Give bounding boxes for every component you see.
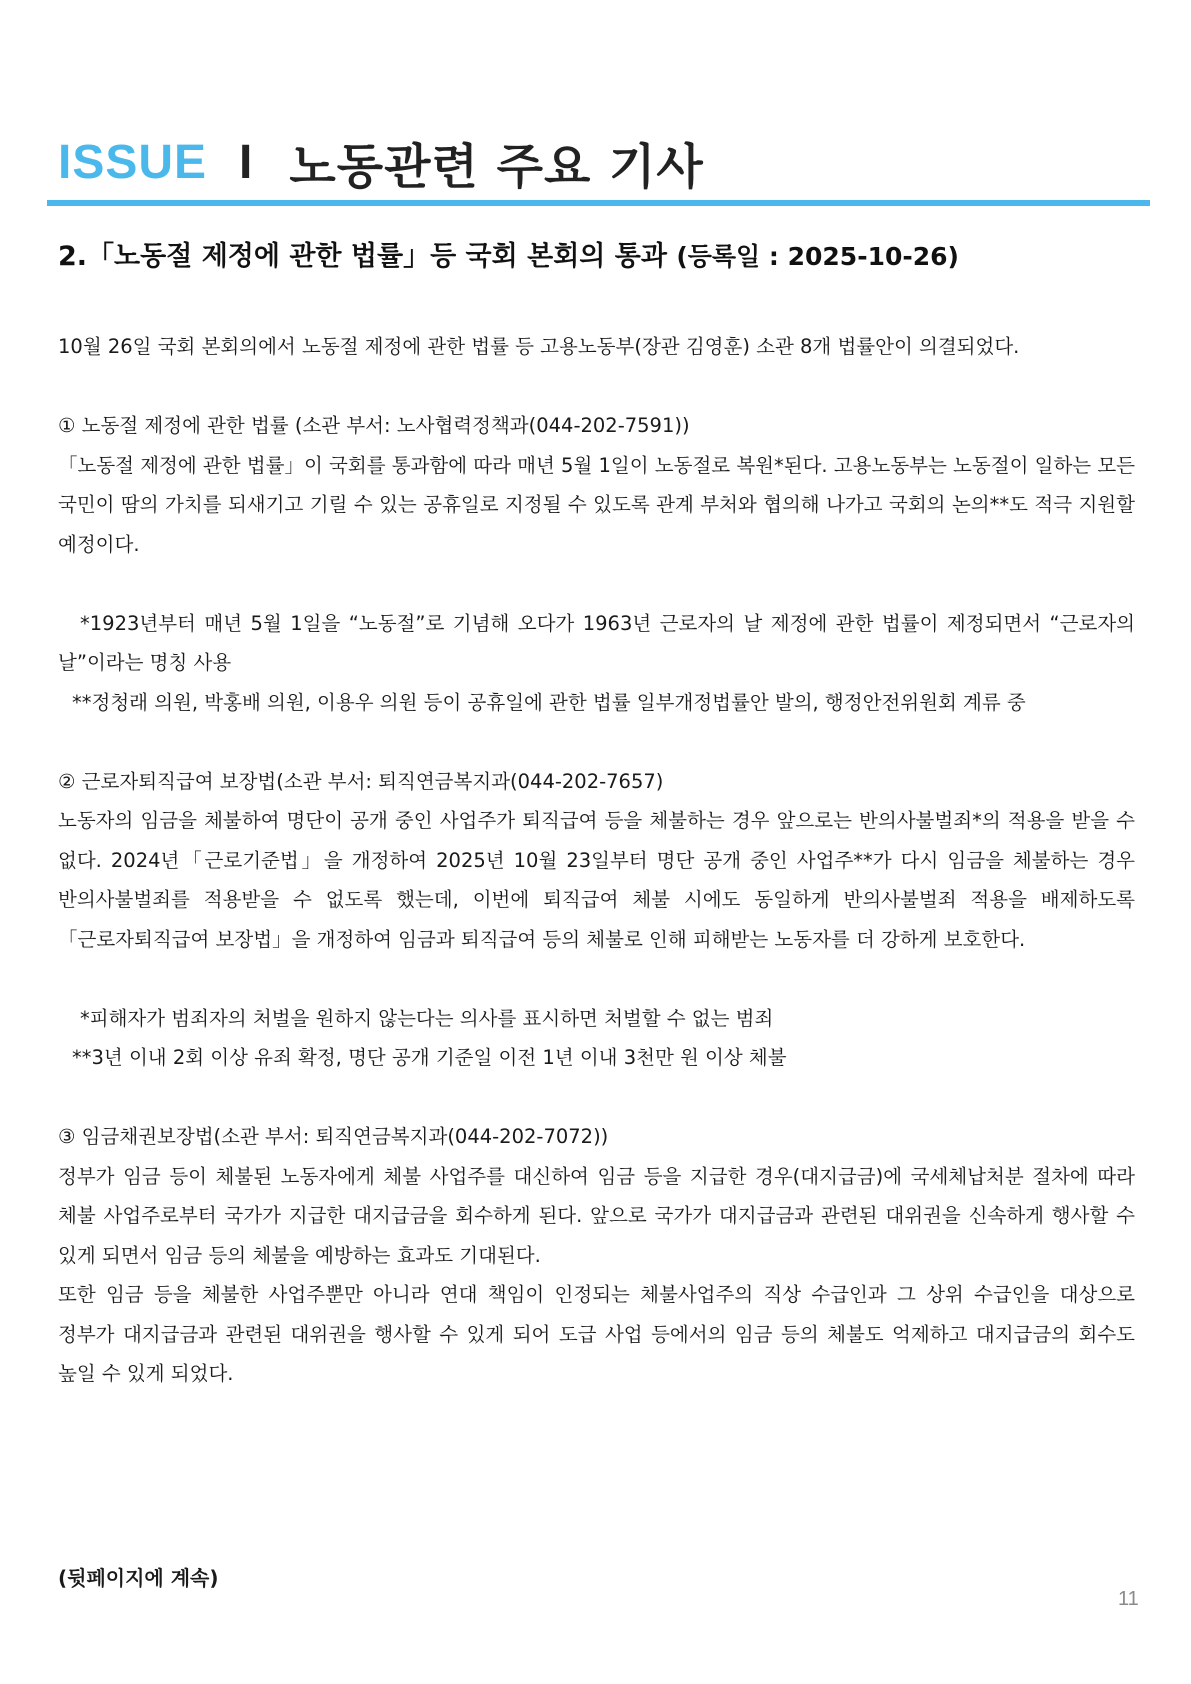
section2-body: 노동자의 임금을 체불하여 명단이 공개 중인 사업주가 퇴직급여 등을 체불하는 경우 앞으로는 반의사불벌죄*의 적용을 받을 수 없다. 2024년「근로기준법」을 개정하여 2025년 10월 23일부터 명단 공개 중인 사업주**가 다시 임금을 체불하는 경우 반의사불벌죄를 적용받을 수 없도록 했는데, 이번에 퇴직급여 체불 시에도 동일하게 반의사불벌죄 적용을 배제하도록「근로자퇴직급여 보장법」을 개정하여 임금과 퇴직급여 등의 체불로 인해 피해받는 노동자를 더 강하게 보호한다.: [58, 809, 1135, 951]
article-body: [58, 327, 1135, 1394]
section1-footnote-1: *1923년부터 매년 5월 1일을 “노동절”로 기념해 오다가 1963년 근로자의 날 제정에 관한 법률이 제정되면서 “근로자의 날”이라는 명칭 사용: [58, 611, 1135, 674]
section1-footnote-2: **정청래 의원, 박홍배 의원, 이용우 의원 등이 공휴일에 관한 법률 일부개정법률안 발의, 행정안전위원회 계류 중: [72, 690, 1026, 714]
section2-footnote-1: *피해자가 범죄자의 처벌을 원하지 않는다는 의사를 표시하면 처벌할 수 없는 범죄: [80, 1006, 774, 1030]
section2-footnote-2: **3년 이내 2회 이상 유죄 확정, 명단 공개 기준일 이전 1년 이내 3천만 원 이상 체불: [72, 1046, 787, 1069]
section1-body: 「노동절 제정에 관한 법률」이 국회를 통과함에 따라 매년 5월 1일이 노동절로 복원*된다. 고용노동부는 노동절이 일하는 모든 국민이 땀의 가치를 되새기고 기릴 수 있는 공휴일로 지정될 수 있도록 관계 부처와 협의해 나가고 국회의 논의**도 적극 지원할 예정이다.: [58, 453, 1135, 556]
section2-heading: ② 근로자퇴직급여 보장법(소관 부서: 퇴직연금복지과(044-202-7657): [58, 769, 664, 793]
spacer: [58, 367, 1135, 407]
header-title: 노동관련 주요 기사: [289, 138, 704, 195]
article-title-text: 2.「노동절 제정에 관한 법률」등 국회 본회의 통과: [58, 241, 667, 272]
section3-heading: ③ 임금채권보장법(소관 부서: 퇴직연금복지과(044-202-7072)): [58, 1125, 609, 1148]
article-title: [58, 234, 959, 273]
spacer: [58, 959, 1135, 999]
spacer: [58, 722, 1135, 762]
page-number: 11: [1118, 1588, 1139, 1610]
article-date: (등록일 : 2025-10-26): [676, 242, 959, 271]
section3-body-1: 정부가 임금 등이 체불된 노동자에게 체불 사업주를 대신하여 임금 등을 지급한 경우(대지급금)에 국세체납처분 절차에 따라 체불 사업주로부터 국가가 지급한 대지급금을 회수하게 된다. 앞으로 국가가 대지급금과 관련된 대위권을 신속하게 행사할 수 있게 되면서 임금 등의 체불을 예방하는 효과도 기대된다.: [58, 1164, 1135, 1267]
continued-notice: (뒷페이지에 계속): [58, 1566, 219, 1590]
header-separator: I: [239, 135, 254, 189]
section-header: [58, 132, 704, 195]
header-divider: [47, 200, 1150, 206]
intro-paragraph: 10월 26일 국회 본회의에서 노동절 제정에 관한 법률 등 고용노동부(장관 김영훈) 소관 8개 법률안이 의결되었다.: [58, 335, 1020, 358]
spacer: [58, 564, 1135, 604]
section1-heading: ① 노동절 제정에 관한 법률 (소관 부서: 노사협력정책과(044-202-7591)): [58, 414, 690, 437]
spacer: [58, 1078, 1135, 1118]
issue-label: ISSUE: [58, 135, 208, 189]
section3-body-2: 또한 임금 등을 체불한 사업주뿐만 아니라 연대 책임이 인정되는 체불사업주의 직상 수급인과 그 상위 수급인을 대상으로 정부가 대지급금과 관련된 대위권을 행사할 수 있게 되어 도급 사업 등에서의 임금 등의 체불도 억제하고 대지급금의 회수도 높일 수 있게 되었다.: [58, 1283, 1135, 1385]
